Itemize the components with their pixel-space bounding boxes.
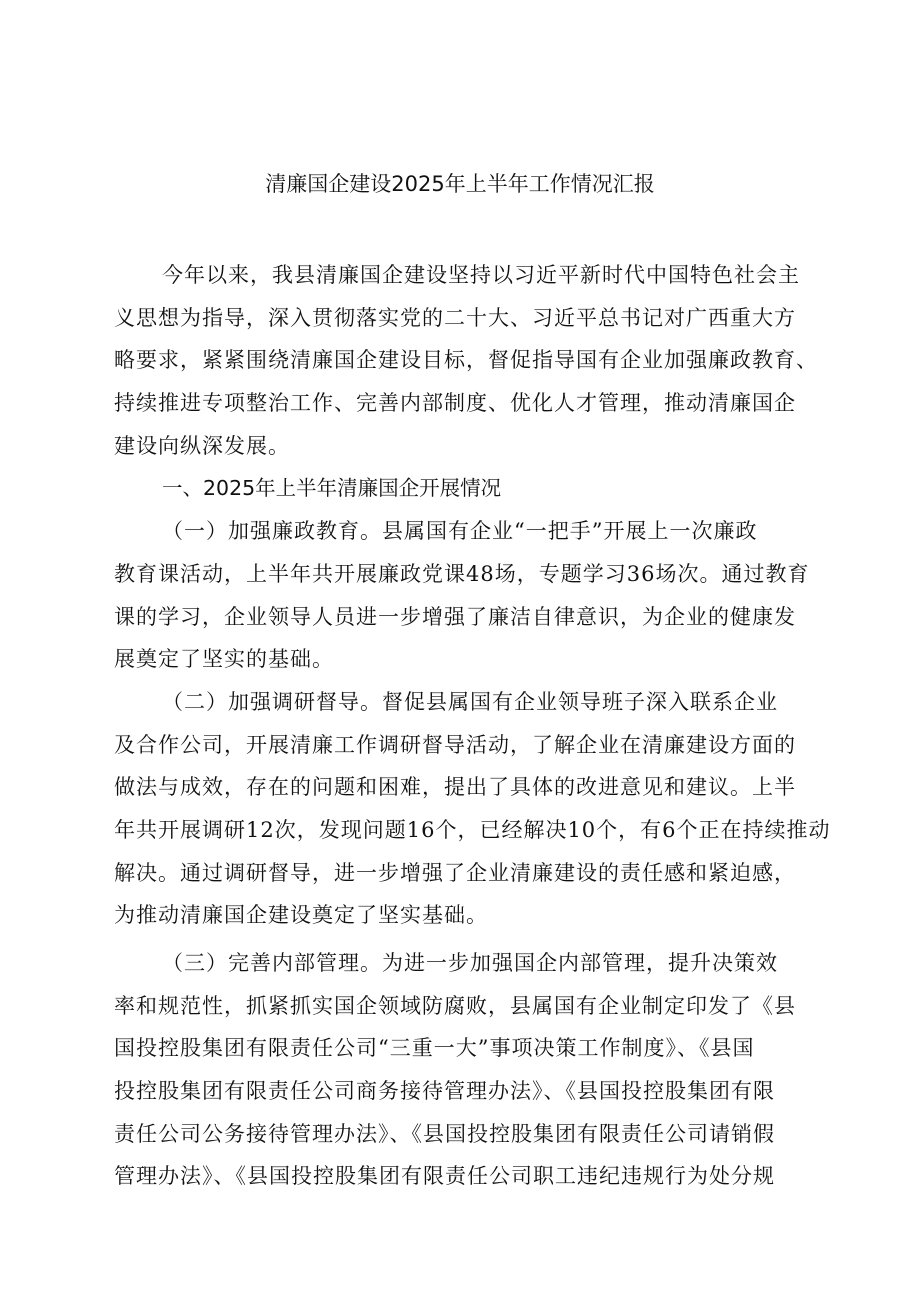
subsection3-line: 管理办法》、《县国投控股集团有限责任公司职工违纪违规行为处分规: [114, 1164, 775, 1189]
subsection2-line: （二）加强调研督导。督促县属国有企业领导班子深入联系企业: [162, 689, 778, 714]
subsection2-line: 做法与成效，存在的问题和困难，提出了具体的改进意见和建议。上半: [114, 775, 796, 800]
intro-line: 略要求，紧紧围绕清廉国企建设目标，督促指导国有企业加强廉政教育、: [114, 348, 818, 373]
subsection2-line: 为推动清廉国企建设奠定了坚实基础。: [114, 903, 488, 928]
subsection2-paragraph: [114, 687, 844, 943]
subsection3-line: 国投控股集团有限责任公司“三重一大”事项决策工作制度》、《县国: [114, 1036, 755, 1061]
subsection3-line: 率和规范性，抓紧抓实国企领域防腐败，县属国有企业制定印发了《县: [114, 993, 796, 1018]
subsection1-line: 展奠定了坚实的基础。: [114, 647, 334, 672]
document-body: [114, 260, 844, 1204]
subsection1-line: 教育课活动，上半年共开展廉政党课48场，专题学习36场次。通过教育: [114, 561, 810, 586]
intro-line: 今年以来，我县清廉国企建设坚持以习近平新时代中国特色社会主: [162, 263, 800, 287]
subsection1-line: 课的学习，企业领导人员进一步增强了廉洁自律意识，为企业的健康发: [114, 604, 796, 629]
intro-line: 建设向纵深发展。: [114, 433, 290, 458]
subsection2-line: 解决。通过调研督导，进一步增强了企业清廉建设的责任感和紧迫感，: [114, 860, 796, 885]
subsection2-line: 年共开展调研12次，发现问题16个，已经解决10个，有6个正在持续推动: [114, 817, 831, 842]
subsection1-line: （一）加强廉政教育。县属国有企业“一把手”开展上一次廉政: [162, 519, 758, 544]
intro-line: 义思想为指导，深入贯彻落实党的二十大、习近平总书记对广西重大方: [114, 305, 796, 330]
subsection2-line: 及合作公司，开展清廉工作调研督导活动，了解企业在清廉建设方面的: [114, 732, 796, 757]
intro-paragraph: [114, 260, 844, 473]
section1: [114, 473, 844, 516]
intro-line: 持续推进专项整治工作、完善内部制度、优化人才管理，推动清廉国企: [114, 391, 796, 416]
subsection3-paragraph: [114, 948, 844, 1204]
document-title: 清廉国企建设2025年上半年工作情况汇报: [265, 172, 655, 196]
subsection1-paragraph: [114, 516, 844, 687]
subsection3-line: （三）完善内部管理。为进一步加强国企内部管理，提升决策效: [162, 951, 778, 975]
subsection3-line: 责任公司公务接待管理办法》、《县国投控股集团有限责任公司请销假: [114, 1121, 775, 1146]
subsection3-line: 投控股集团有限责任公司商务接待管理办法》、《县国投控股集团有限: [114, 1079, 775, 1104]
section1-heading: 一、2025年上半年清廉国企开展情况: [162, 476, 502, 501]
